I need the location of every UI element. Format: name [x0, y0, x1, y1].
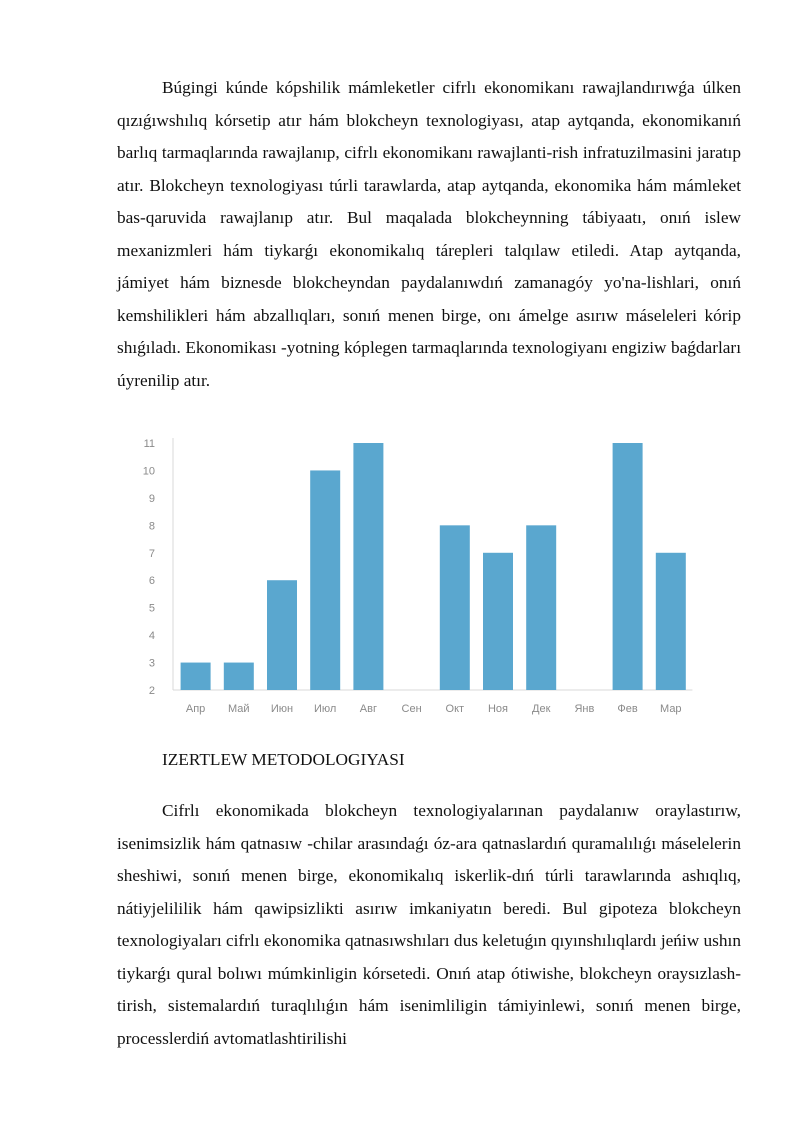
- x-tick-label: Авг: [359, 703, 378, 715]
- bar: [353, 443, 383, 690]
- bar: [181, 663, 211, 690]
- x-tick-label: Ноя: [487, 703, 509, 715]
- x-tick-label: Окт: [445, 703, 465, 715]
- bar: [656, 553, 686, 690]
- y-tick-label: 6: [148, 575, 155, 588]
- bar: [224, 663, 254, 690]
- section-heading: IZERTLEW METODOLOGIYASI: [162, 750, 405, 769]
- x-tick-label: Сен: [401, 703, 422, 715]
- x-tick-label: Мар: [660, 703, 682, 715]
- bar: [267, 580, 297, 690]
- x-tick-label: Янв: [574, 703, 595, 715]
- x-tick-label: Фев: [617, 703, 638, 715]
- x-tick-label: Апр: [185, 703, 206, 715]
- y-tick-label: 8: [148, 520, 155, 533]
- y-tick-label: 9: [148, 492, 155, 505]
- x-tick-label: Май: [228, 703, 250, 715]
- y-axis-labels: [143, 438, 155, 697]
- bar: [483, 553, 513, 690]
- y-tick-label: 4: [148, 630, 155, 643]
- paragraph-methodology: Cifrlı ekonomikada blokcheyn texnologiyalarınan paydalanıw oraylastırıw, isenimsizlik hám qatnasıw -chilar arasındaǵı óz-ara qatnaslardıń quramalılıǵı máselelerin sheshiwi, sonıń menen birge, ekonomikalıq iskerlik-dıń túrli tarawlarında ashıqlıq, nátiyjelililik hám qawipsizlikti asırıw imkaniyatın beredi. Bul gipoteza blokcheyn texnologiyaları cifrlı ekonomika qatnasıwshıları dus keletuǵın qıyınshılıqlardı jeńiw ushın tiykarǵı qural bolıwı múmkinligin kórsetedi. Onıń atap ótiwishe, blokcheyn oraysızlash-tirish, sistemalardıń turaqlılıǵın hám isenimliligin támiyinlewi, sonıń menen birge, processlerdiń avtomatlashtirilishi: [117, 801, 741, 1048]
- bar: [526, 525, 556, 690]
- paragraph-intro: Búgingi kúnde kópshilik mámleketler cifrlı ekonomikanı rawajlandırıwǵa úlken qızıǵıwshılıq kórsetip atır hám blokcheyn texnologiyası, atap aytqanda, ekonomikanıń barlıq tarmaqlarında rawajlanıp, cifrlı ekonomikanı rawajlanti-rish infratuzilmasini jaratıp atır. Blokcheyn texnologiyası túrli tarawlarda, atap aytqanda, ekonomika hám mámleket bas-qaruvida rawajlanıp atır. Bul maqalada blokcheynning tábiyaatı, onıń islew mexanizmleri hám tiykarǵı ekonomikalıq tárepleri talqılaw etiledi. Atap aytqanda, jámiyet hám biznesde blokcheyndan paydalanıwdıń zamanagóy yo'na-lishlari, onıń kemshilikleri hám abzallıqları, sonıń menen birge, onı ámelge asırıw máseleleri kórip shıǵıladı. Ekonomikası -yotning kóplegen tarmaqlarında texnologiyanı engiziw baǵdarları úyrenilip atır.: [117, 78, 741, 390]
- bar-chart: [135, 428, 695, 728]
- y-tick-label: 3: [148, 657, 155, 670]
- y-tick-label: 7: [148, 547, 155, 560]
- bars: [181, 443, 686, 690]
- x-tick-label: Июн: [270, 703, 294, 715]
- y-tick-label: 2: [148, 685, 155, 697]
- x-tick-label: Дек: [532, 703, 551, 715]
- x-axis-labels: [186, 703, 682, 715]
- y-tick-label: 11: [143, 438, 155, 450]
- bar: [613, 443, 643, 690]
- x-tick-label: Июл: [314, 703, 337, 715]
- y-tick-label: 10: [142, 465, 155, 478]
- bar: [310, 470, 340, 690]
- y-tick-label: 5: [148, 602, 155, 615]
- bar: [440, 525, 470, 690]
